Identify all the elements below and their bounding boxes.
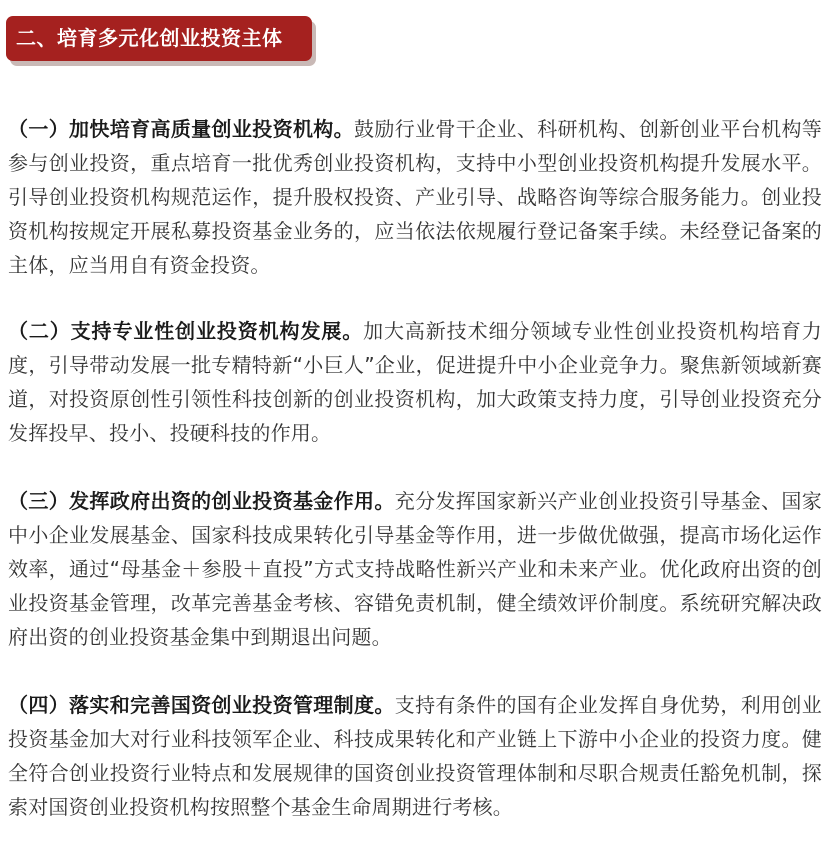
- paragraph-3-body: 充分发挥国家新兴产业创业投资引导基金、国家中小企业发展基金、国家科技成果转化引导基金等作用，进一步做优做强，提高市场化运作效率，通过“母基金＋参股＋直投”方式支持战略性新兴产业和未来产业。优化政府出资的创业投资基金管理，改革完善基金考核、容错免责机制，健全绩效评价制度。系统研究解决政府出资的创业投资基金集中到期退出问题。: [8, 489, 822, 649]
- paragraph-1: [8, 112, 822, 282]
- paragraph-2-body: 加大高新技术细分领域专业性创业投资机构培育力度，引导带动发展一批专精特新“小巨人”企业，促进提升中小企业竞争力。聚焦新领域新赛道，对投资原创性引领性科技创新的创业投资机构，加大政策支持力度，引导创业投资充分发挥投早、投小、投硬科技的作用。: [8, 319, 822, 445]
- paragraph-4-lead: （四）落实和完善国资创业投资管理制度。: [8, 693, 395, 717]
- paragraph-1-lead: （一）加快培育高质量创业投资机构。: [8, 117, 355, 141]
- paragraph-1-body: 鼓励行业骨干企业、科研机构、创新创业平台机构等参与创业投资，重点培育一批优秀创业投资机构，支持中小型创业投资机构提升发展水平。引导创业投资机构规范运作，提升股权投资、产业引导、战略咨询等综合服务能力。创业投资机构按规定开展私募投资基金业务的，应当依法依规履行登记备案手续。未经登记备案的主体，应当用自有资金投资。: [8, 117, 822, 277]
- paragraph-4-body: 支持有条件的国有企业发挥自身优势，利用创业投资基金加大对行业科技领军企业、科技成果转化和产业链上下游中小企业的投资力度。健全符合创业投资行业特点和发展规律的国资创业投资管理体制和尽职合规责任豁免机制，探索对国资创业投资机构按照整个基金生命周期进行考核。: [8, 693, 822, 819]
- paragraph-2-lead: （二）支持专业性创业投资机构发展。: [8, 319, 364, 343]
- paragraph-4: [8, 688, 822, 824]
- section-heading-banner: [6, 16, 316, 66]
- paragraph-3: [8, 484, 822, 654]
- section-heading: 二、培育多元化创业投资主体: [6, 16, 312, 61]
- paragraph-2: [8, 314, 822, 450]
- paragraph-3-lead: （三）发挥政府出资的创业投资基金作用。: [8, 489, 395, 513]
